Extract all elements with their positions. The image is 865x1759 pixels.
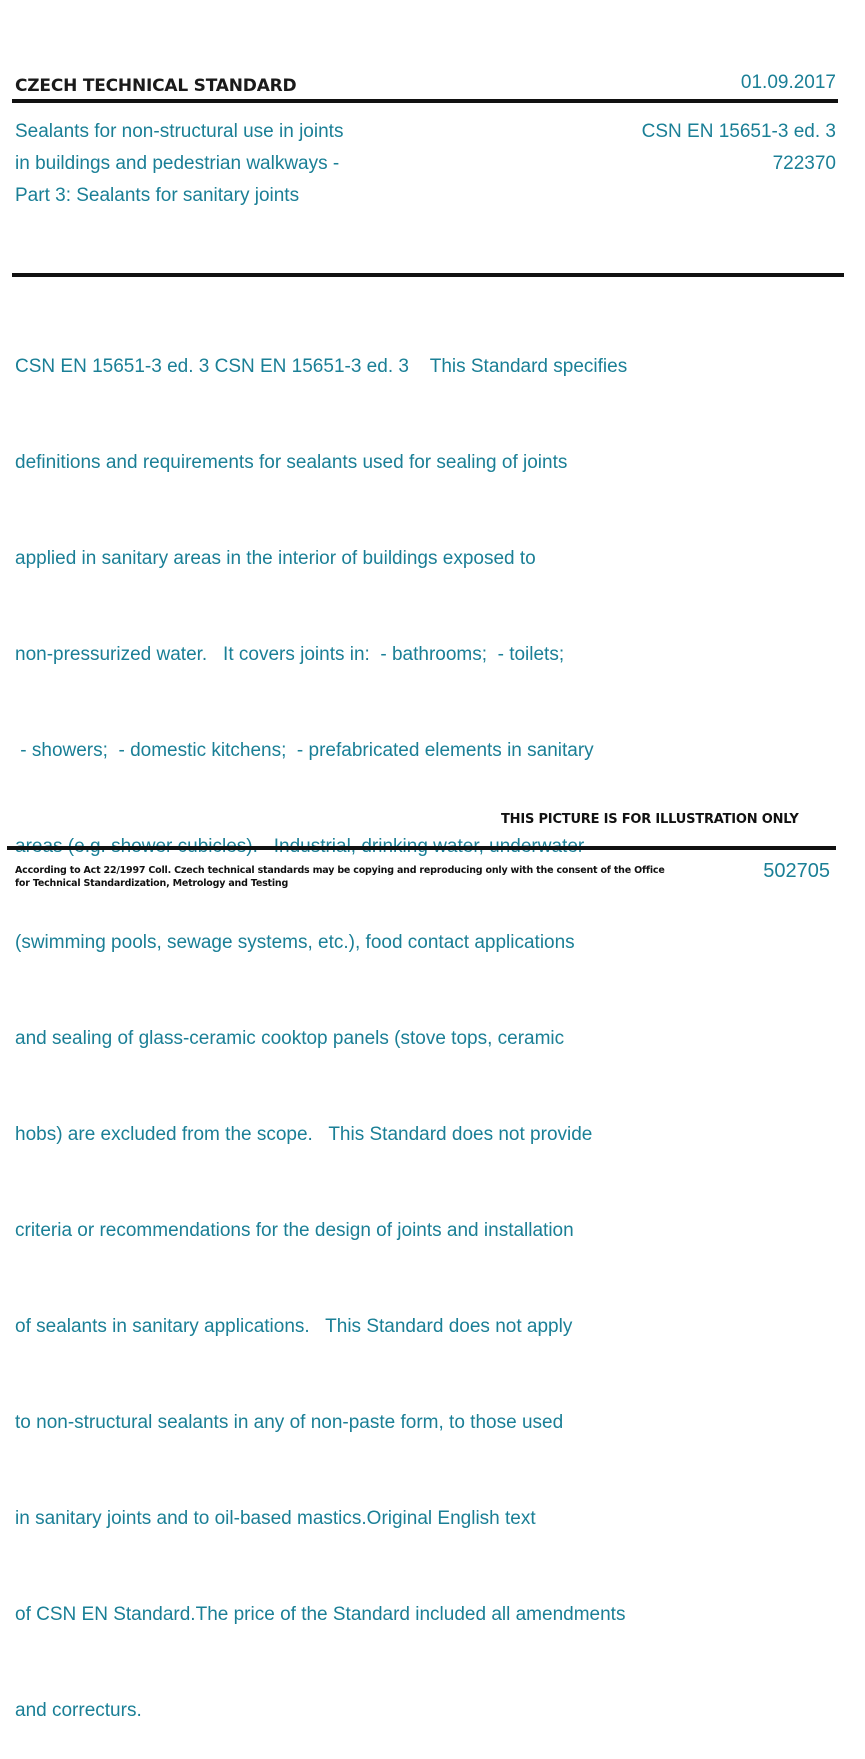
abstract-line: and correcturs.: [15, 1700, 142, 1721]
legal-note-line: for Technical Standardization, Metrology and Testing: [15, 878, 289, 889]
title-line: Part 3: Sealants for sanitary joints: [15, 185, 300, 206]
standard-code: CSN EN 15651-3 ed. 3: [641, 121, 836, 142]
abstract-line: criteria or recommendations for the design of joints and installation: [15, 1220, 574, 1241]
footer-rule: [7, 846, 836, 850]
standard-identifier: [642, 116, 836, 180]
abstract-line: and sealing of glass-ceramic cooktop panels (stove tops, ceramic: [15, 1028, 565, 1049]
legal-note-line: According to Act 22/1997 Coll. Czech technical standards may be copying and reproducing only with the consent of the Office: [15, 865, 665, 876]
abstract-text: [15, 287, 627, 1759]
header-title: CZECH TECHNICAL STANDARD: [15, 76, 297, 96]
abstract-line: in sanitary joints and to oil-based mastics.Original English text: [15, 1508, 536, 1529]
abstract-line: of sealants in sanitary applications. This Standard does not apply: [15, 1316, 573, 1337]
abstract-line: non-pressurized water. It covers joints in: - bathrooms; - toilets;: [15, 644, 565, 665]
abstract-line: applied in sanitary areas in the interior of buildings exposed to: [15, 548, 536, 569]
legal-note: [15, 864, 665, 890]
header-rule: [12, 99, 838, 103]
abstract-line: hobs) are excluded from the scope. This Standard does not provide: [15, 1124, 593, 1145]
abstract-line: of CSN EN Standard.The price of the Standard included all amendments: [15, 1604, 626, 1625]
catalog-number: 502705: [763, 860, 830, 882]
title-line: in buildings and pedestrian walkways -: [15, 153, 340, 174]
document-title: [15, 116, 343, 212]
illustration-disclaimer: THIS PICTURE IS FOR ILLUSTRATION ONLY: [501, 812, 799, 827]
publication-date: 01.09.2017: [740, 72, 836, 93]
title-rule: [12, 273, 844, 277]
abstract-line: to non-structural sealants in any of non-paste form, to those used: [15, 1412, 564, 1433]
abstract-line: - showers; - domestic kitchens; - prefabricated elements in sanitary: [15, 740, 594, 761]
title-line: Sealants for non-structural use in joints: [15, 121, 344, 142]
abstract-line: (swimming pools, sewage systems, etc.), food contact applications: [15, 932, 575, 953]
abstract-line: CSN EN 15651-3 ed. 3 CSN EN 15651-3 ed. 3 This Standard specifies: [15, 356, 628, 377]
abstract-line: definitions and requirements for sealants used for sealing of joints: [15, 452, 568, 473]
class-number: 722370: [772, 153, 836, 174]
